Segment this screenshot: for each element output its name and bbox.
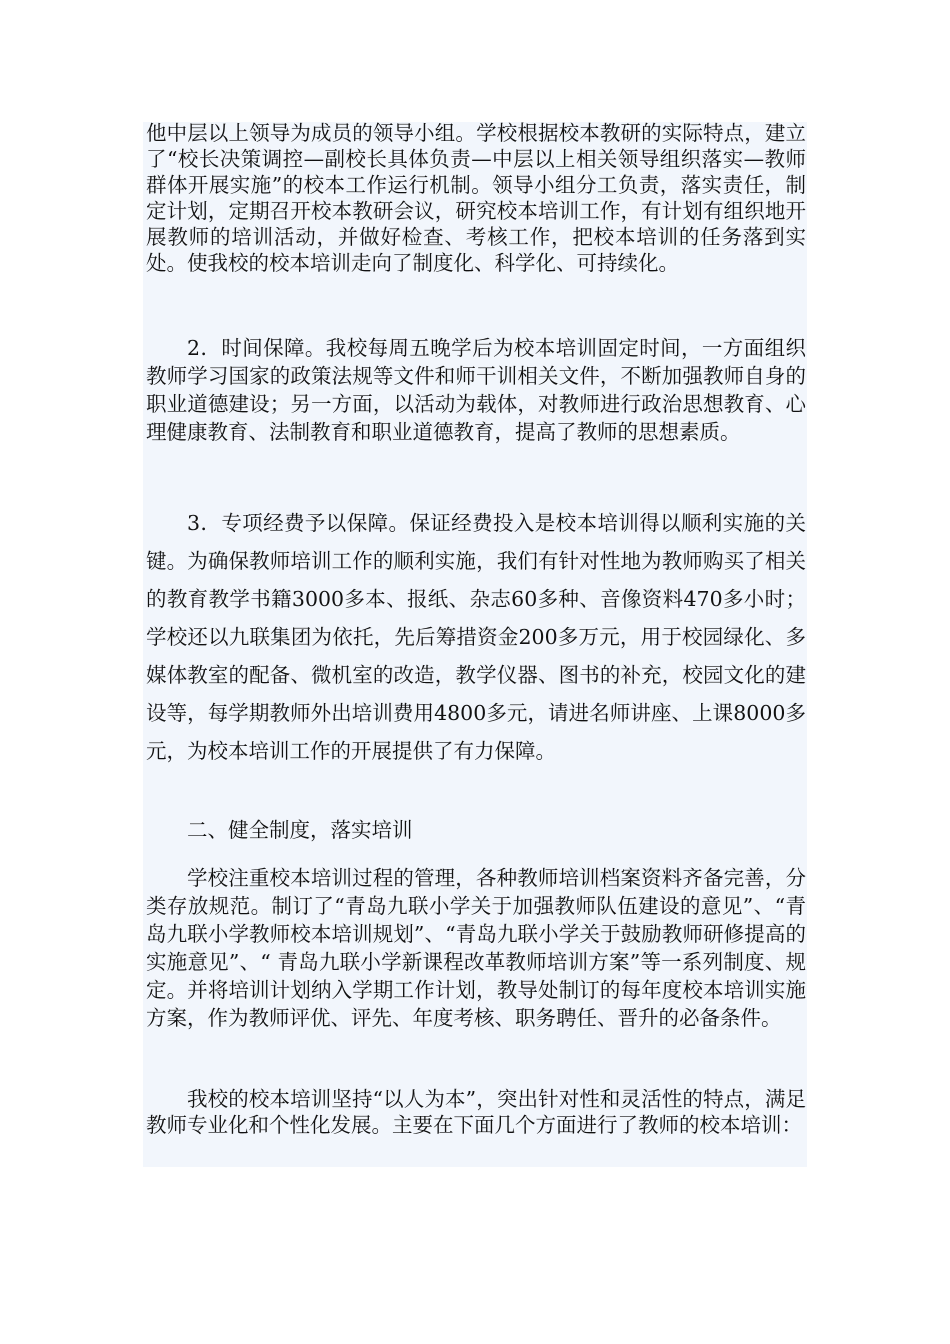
- paragraph-time-guarantee: [146, 334, 806, 446]
- section-heading-text: 二、健全制度，落实培训: [187, 818, 413, 842]
- section-heading: [146, 816, 806, 844]
- paragraph-leadership-group: [146, 120, 806, 276]
- paragraph-text: 他中层以上领导为成员的领导小组。学校根据校本教研的实际特点，建立了“校长决策调控—副校长具体负责—中层以上相关领导组织落实—教师群体开展实施”的校本工作运行机制。领导小组分工负责，落实责任，制定计划，定期召开校本教研会议，研究校本培训工作，有计划有组织地开展教师的培训活动，并做好检查、考核工作，把校本培训的任务落到实处。使我校的校本培训走向了制度化、科学化、可持续化。: [146, 121, 806, 275]
- paragraph-text: 学校注重校本培训过程的管理，各种教师培训档案资料齐备完善，分类存放规范。制订了“青岛九联小学关于加强教师队伍建设的意见”、“青岛九联小学教师校本培训规划”、“青岛九联小学关于鼓励教师研修提高的实施意见”、“ 青岛九联小学新课程改革教师培训方案”等一系列制度、规定。并将培训计划纳入学期工作计划，教导处制订的每年度校本培训实施方案，作为教师评优、评先、年度考核、职务聘任、晋升的必备条件。: [146, 866, 806, 1030]
- paragraph-text: 3．专项经费予以保障。保证经费投入是校本培训得以顺利实施的关键。为确保教师培训工作的顺利实施，我们有针对性地为教师购买了相关的教育教学书籍3000多本、报纸、杂志60多种、音像资料470多小时；学校还以九联集团为依托，先后筹措资金200多万元，用于校园绿化、多媒体教室的配备、微机室的改造，教学仪器、图书的补充，校园文化的建设等，每学期教师外出培训费用4800多元，请进名师讲座、上课8000多元，为校本培训工作的开展提供了有力保障。: [146, 511, 806, 763]
- paragraph-text: 我校的校本培训坚持“以人为本”，突出针对性和灵活性的特点，满足教师专业化和个性化发展。主要在下面几个方面进行了教师的校本培训：: [146, 1087, 806, 1137]
- paragraph-funding-guarantee: [146, 504, 806, 770]
- paragraph-text: 2．时间保障。我校每周五晚学后为校本培训固定时间，一方面组织教师学习国家的政策法规等文件和师干训相关文件，不断加强教师自身的职业道德建设；另一方面，以活动为载体，对教师进行政治思想教育、心理健康教育、法制教育和职业道德教育，提高了教师的思想素质。: [146, 336, 806, 444]
- paragraph-people-oriented: [146, 1086, 806, 1138]
- paragraph-system-rules: [146, 864, 806, 1032]
